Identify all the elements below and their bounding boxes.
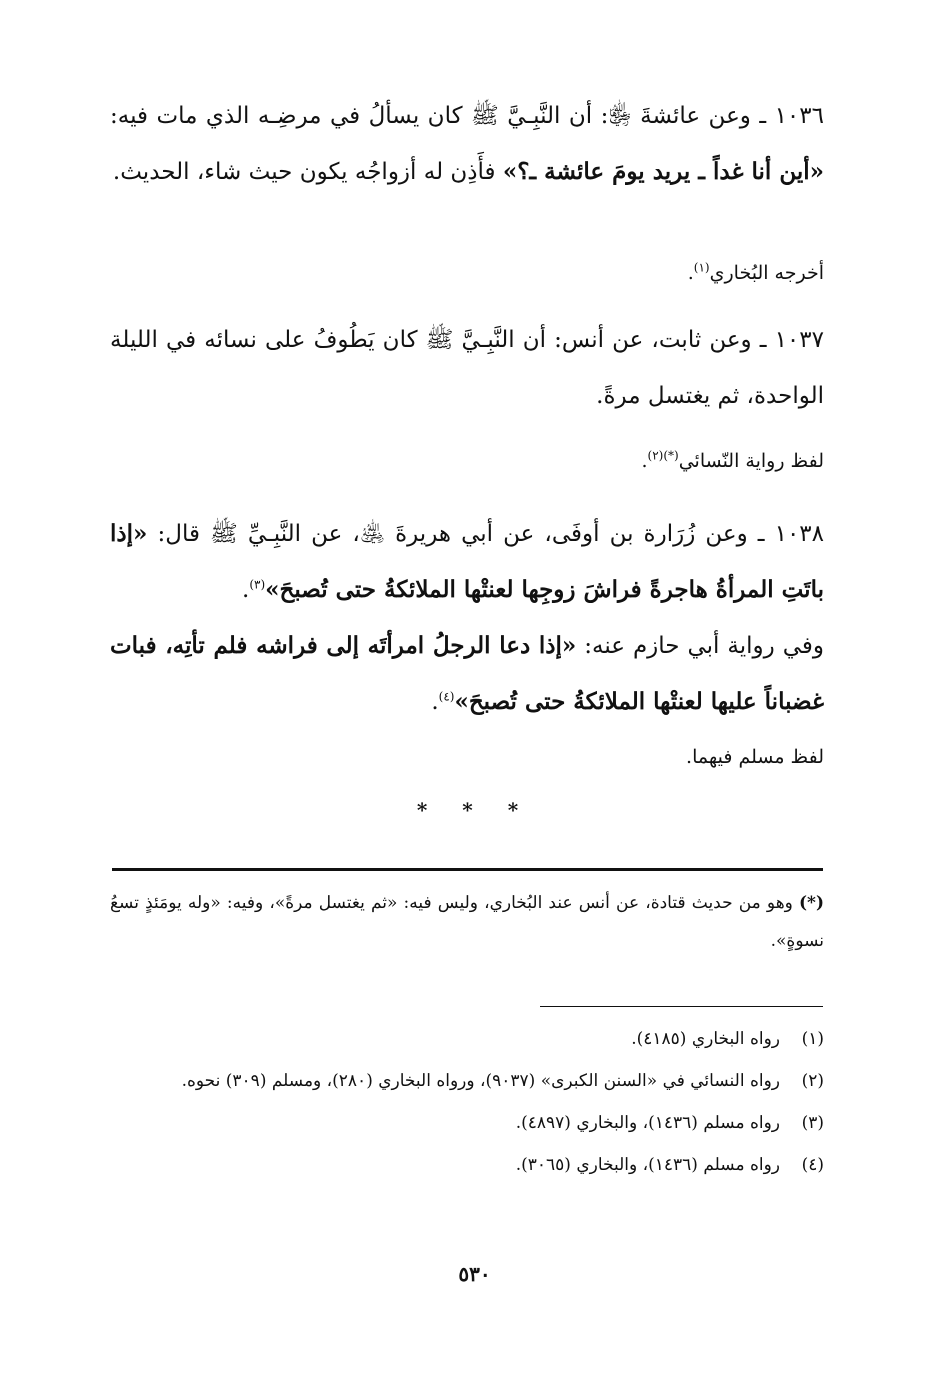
hadith-1037-text: ١٠٣٧ ـ وعن ثابت، عن أنس: أن النَّبِـيَّ ﷺ كان يَطُوفُ على نسائه في الليلة الواحدة، ثم يغتسل مرةً. [110, 327, 824, 409]
page-number: ٥٣٠ [458, 1262, 491, 1286]
footnote-list [110, 1018, 824, 1186]
footnote-ref: (١) [693, 260, 710, 275]
footnote-number: (٢) [801, 1071, 824, 1091]
variant-end: . [431, 689, 439, 715]
footnote-text: رواه مسلم (١٤٣٦)، والبخاري (٣٠٦٥). [515, 1155, 780, 1175]
hadith-1037-source [110, 446, 824, 476]
quote-end: . [242, 577, 250, 603]
hadith-1036-source [110, 258, 824, 288]
footnote-ref: (٤) [438, 689, 455, 704]
hadith-1038 [110, 506, 824, 618]
footnote-text: رواه مسلم (١٤٣٦)، والبخاري (٤٨٩٧). [515, 1113, 780, 1133]
star-note-text: وهو من حديث قتادة، عن أنس عند البُخاري، وليس فيه: «ثم يغتسل مرةً»، وفيه: «وله يومَئذٍ تسعُ نسوةٍ». [110, 893, 824, 951]
source-end: . [641, 450, 648, 472]
footnote-1 [110, 1018, 824, 1060]
hadith-1036 [110, 88, 824, 200]
star-note-marker: (*) [799, 893, 824, 913]
footnote-divider [112, 868, 823, 871]
hadith-1038-variant [110, 618, 824, 730]
hadith-1038-intro: ١٠٣٨ ـ وعن زُرَارة بن أوفَى، عن أبي هريرةَ ﵁، عن النَّبِـيِّ ﷺ قال: [157, 521, 825, 547]
variant-quote: «إذا دعا الرجلُ امرأتَه إلى فراشه فلم تأتِه، فبات غضباناً عليها لعنتْها الملائكةُ حتى تُصبحَ» [110, 632, 824, 715]
hadith-1038-quote: «إذا باتَتِ المرأةُ هاجرةً فراشَ زوجِها لعنتْها الملائكةُ حتى تُصبحَ» [110, 520, 824, 603]
footnote-text: رواه النسائي في «السنن الكبرى» (٩٠٣٧)، ورواه البخاري (٢٨٠)، ومسلم (٣٠٩) نحوه. [181, 1071, 780, 1091]
hadith-1036-quote: «أين أنا غداً ـ يريد يومَ عائشة ـ؟» [502, 158, 824, 185]
hadith-1038-source [110, 742, 824, 772]
footnote-number: (١) [801, 1029, 824, 1049]
footnote-text: رواه البخاري (٤١٨٥). [631, 1029, 780, 1049]
source-text: لفظ رواية النّسائي [678, 450, 824, 472]
footnote-3 [110, 1102, 824, 1144]
source-end: . [687, 262, 694, 284]
footnote-ref: (٣) [249, 577, 266, 592]
section-separator: * * * [416, 798, 533, 822]
footnote-number: (٤) [801, 1155, 824, 1175]
source-text: لفظ مسلم فيهما. [686, 746, 824, 768]
footnote-4 [110, 1144, 824, 1186]
source-text: أخرجه البُخاري [709, 262, 824, 284]
hadith-1036-text-a: ١٠٣٦ ـ وعن عائشةَ ﵂: أن النَّبِـيَّ ﷺ كان يسألُ في مرضِـه الذي مات فيه: [110, 103, 824, 129]
footnote-number: (٣) [801, 1113, 824, 1133]
footnotes-divider [540, 1006, 823, 1007]
footnote-ref: (*)(٢) [647, 448, 679, 463]
star-note [110, 884, 824, 960]
hadith-1036-text-b: فأَذِن له أزواجُه يكون حيث شاء، الحديث. [112, 159, 503, 185]
hadith-1037 [110, 312, 824, 424]
footnote-2 [110, 1060, 824, 1102]
variant-intro: وفي رواية أبي حازم عنه: [576, 633, 824, 659]
